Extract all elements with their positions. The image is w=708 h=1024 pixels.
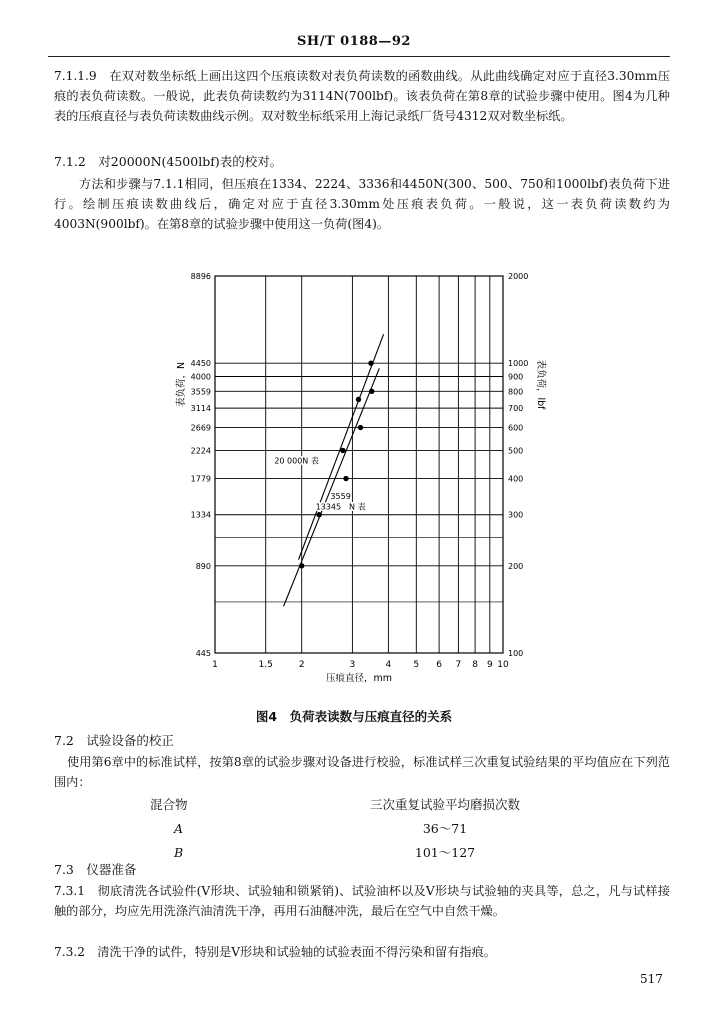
table-row: [150, 816, 620, 840]
x-tick-label: 10: [497, 660, 509, 670]
y-right-tick-label: 700: [508, 404, 524, 414]
calibration-table: [150, 792, 620, 864]
x-tick-label: 4: [385, 660, 392, 670]
y-right-tick-label: 900: [508, 372, 524, 382]
table-header-row: [150, 792, 620, 816]
chart-annotation: 3559: [330, 491, 351, 501]
x-tick-label: 1: [212, 660, 218, 670]
y-right-tick-label: 400: [508, 474, 524, 484]
x-tick-label: 2: [298, 660, 305, 670]
heading-7-1-2: 7.1.2 对20000N(4500lbf)表的校对。: [54, 154, 283, 169]
x-tick-label: 1.5: [258, 660, 273, 670]
y-right-tick-label: 200: [508, 561, 524, 571]
data-point: [358, 425, 363, 430]
series-line-1: [299, 334, 384, 559]
data-point: [299, 563, 304, 568]
paragraph-7-1-2: 方法和步骤与7.1.1相同，但压痕在1334、2224、3336和4450N(300、500、750和1000lbf)表负荷下进行。绘制压痕读数曲线后，确定对应于直径3.30mm处压痕表负荷。一般说，这一表负荷读数约为4003N(900lbf)。在第8章的试验步骤中使用这一负荷(图4)。: [54, 177, 670, 231]
data-point: [356, 397, 361, 402]
y-right-tick-label: 800: [508, 387, 524, 397]
y-left-tick-label: 890: [195, 561, 211, 571]
table-cell: 101～127: [414, 845, 476, 860]
x-tick-label: 8: [472, 660, 478, 670]
data-point: [340, 448, 345, 453]
y-right-tick-label: 300: [508, 510, 524, 520]
y-right-tick-label: 500: [508, 446, 524, 456]
y-right-tick-label: 100: [508, 649, 524, 658]
y-right-tick-label: 1000: [508, 359, 529, 369]
y-left-tick-label: 8896: [190, 272, 211, 281]
x-tick-label: 6: [436, 660, 442, 670]
y-left-tick-label: 2669: [190, 423, 211, 433]
x-tick-label: 5: [413, 660, 420, 670]
series-line-2: [284, 368, 380, 606]
table-header-cell: 三次重复试验平均磨损次数: [369, 797, 520, 812]
header-rule: [48, 56, 670, 57]
y-left-tick-label: 4000: [190, 372, 211, 382]
data-point: [316, 512, 321, 517]
paragraph-7-1-1-9: 7.1.1.9 在双对数坐标纸上画出这四个压痕读数对表负荷读数的函数曲线。从此曲线确定对应于直径3.30mm压痕的表负荷读数。一般说，此表负荷读数约为3114N(700lbf)。该表负荷在第8章的试验步骤中使用。图4为几种表的压痕直径与表负荷读数曲线示例。双对数坐标纸采用上海记录纸厂货号4312双对数坐标纸。: [54, 69, 670, 123]
data-point: [369, 389, 374, 394]
heading-7-3: 7.3 仪器准备: [54, 862, 137, 877]
chart-annotation: 13345 N 表: [315, 502, 366, 512]
chart-labels: [175, 272, 547, 684]
data-point: [368, 361, 373, 366]
y-left-tick-label: 1779: [190, 474, 211, 484]
y-left-tick-label: 2224: [190, 446, 211, 456]
paragraph-7-3-2: 7.3.2 清洗干净的试件，特别是V形块和试验轴的试验表面不得污染和留有指痕。: [54, 945, 496, 959]
table-header-cell: 混合物: [150, 797, 188, 812]
x-tick-label: 3: [349, 660, 356, 670]
y-left-tick-label: 445: [195, 649, 211, 658]
y-right-axis-title: 表负荷，lbf: [535, 359, 546, 410]
x-axis-title: 压痕直径，mm: [325, 673, 393, 684]
x-tick-label: 7: [455, 660, 462, 670]
figure-4-chart: [170, 258, 550, 698]
y-left-tick-label: 3114: [190, 404, 211, 414]
y-left-axis-title: 表负荷，N: [176, 361, 187, 408]
chart-annotation: 20 000N 表: [274, 456, 319, 466]
plot-frame: [215, 276, 503, 653]
y-left-tick-label: 1334: [190, 510, 211, 520]
paragraph-7-2: 使用第6章中的标准试样，按第8章的试验步骤对设备进行校验，标准试样三次重复试验结果的平均值应在下列范围内：: [54, 755, 670, 789]
table-row: [150, 840, 620, 864]
y-left-tick-label: 4450: [190, 359, 211, 369]
y-right-tick-label: 600: [508, 423, 524, 433]
chart-grid: [215, 276, 503, 653]
page-number: 517: [640, 972, 663, 986]
paragraph-7-3-1: 7.3.1 彻底清洗各试验件(V形块、试验轴和锁紧销)、试验油杯以及V形块与试验轴的夹具等，总之，凡与试样接触的部分，均应先用洗涤汽油清洗干净，再用石油醚冲洗，最后在空气中自然干燥。: [54, 884, 670, 918]
heading-7-2: 7.2 试验设备的校正: [54, 733, 174, 748]
table-cell: B: [174, 844, 184, 860]
table-cell: 36～71: [422, 821, 468, 836]
y-right-tick-label: 2000: [508, 272, 529, 281]
table-cell: A: [174, 820, 184, 836]
y-left-tick-label: 3559: [190, 387, 211, 397]
figure-caption: 图4 负荷表读数与压痕直径的关系: [255, 709, 453, 724]
running-header: SH/T 0188—92: [297, 34, 411, 49]
data-point: [343, 476, 348, 481]
x-tick-label: 9: [486, 660, 493, 670]
